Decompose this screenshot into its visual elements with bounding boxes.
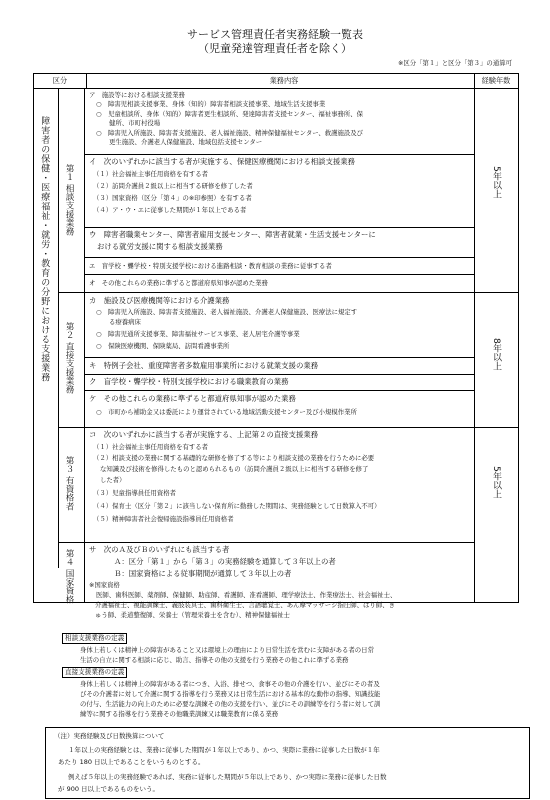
definition-text: 生活の自立に関する相談に応じ、助言、指導その他の支援を行う業務その他これに準ずる業務 (80, 656, 349, 664)
note-title: （注）実務経験及び日数換算について (54, 732, 165, 740)
note-box (45, 727, 530, 799)
item-sa-line: Ａ：区分「第１」から「第３」の実務経験を通算して３年以上の者 (114, 557, 336, 566)
item-sa-line: Ｂ：国家資格による従事期間が通算して３年以上の者 (114, 569, 292, 578)
definition-text: 練等に関する指導を行う業務その他職業訓練又は職業教育に係る業務 (80, 710, 279, 718)
years-2: 8年以上 (491, 337, 501, 371)
item-a: ア 施設等における相談支援業務 (89, 91, 185, 99)
row-divider (84, 274, 474, 275)
item-ki: キ 特例子会社、重度障害者多数雇用事業所における就業支援の業務 (89, 361, 319, 370)
item-ko-line: な知識及び技術を修得したものと認められるもの（訪問介護員２級以上に相当する研修を修了 (100, 465, 369, 473)
item-a-line: ○ 障害児入所施設、障害者支援施設、老人福祉施設、精神保健福祉センター、救護施設及び (96, 129, 364, 137)
item-ko-line: （１）社会福祉主事任用資格を有する者 (93, 443, 209, 451)
note-line: あたり 180 日以上であることをいうものとする。 (58, 758, 205, 766)
item-ko-line: （２）相談支援の業務に関する基礎的な研修を修了する等により相談支援の業務を行うために必要 (93, 454, 375, 462)
section-divider (58, 427, 518, 428)
divider (58, 88, 59, 568)
item-a-line: ○ 児童相談所、身体（知的）障害者更生相談所、発達障害者支援センター、福祉事務所、保 (96, 110, 364, 118)
category-3: 第３ 有資格者 (64, 456, 74, 511)
definition-text: びその介護者に対して介護に関する指導を行う業務又は日常生活における基本的な動作の指導、知識技能 (80, 690, 381, 698)
item-a-line: 健所、市町村役場 (109, 119, 161, 127)
row-divider (84, 390, 474, 391)
item-i-line: （３）国家資格（区分「第４」の※印参照）を有する者 (93, 194, 252, 202)
item-ko-line: （３）児童指導員任用資格者 (93, 489, 177, 497)
item-ko-line: した者） (100, 476, 126, 484)
item-sa-line: 介護福祉士、視能訓練士、義肢装具士、歯科衛生士、言語聴覚士、あん摩マッサージ指圧師、はり師、き (95, 601, 395, 609)
definition-text: 身体上若しくは精神上の障害があること又は環境上の理由により日常生活を営むに支障がある者の日常 (80, 646, 374, 654)
item-ko-line: （５）精神障害者社会復帰施設指導員任用資格者 (93, 515, 234, 523)
item-i-line: （４）ア・ウ・エに従事した期間が１年以上である者 (93, 206, 247, 214)
note-line: １年以上の実務経験とは、業務に従事した期間が１年以上であり、かつ、実際に業務に従事した日数が１年 (68, 746, 380, 754)
category-2: 第２ 直接支援業務 (64, 322, 74, 394)
note-line: 例えば５年以上の実務経験であれば、実務に従事した期間が５年以上であり、かつ実際に業務に従事した日数 (68, 773, 387, 781)
item-ke: ケ その他これらの業務に準ずると都道府県知事が認めた業務 (89, 394, 296, 403)
section-divider (58, 292, 518, 293)
item-a-line: ○ 障害児相談支援事業、身体（知的）障害者相談支援事業、地域生活支援事業 (96, 100, 326, 108)
item-e: エ 盲学校・聾学校・特別支援学校における進路相談・教育相談の業務に従事する者 (89, 262, 332, 270)
item-ko: コ 次のいずれかに該当する者が実施する、上記第２の直接支援業務 (89, 430, 319, 439)
row-divider (84, 257, 474, 258)
item-sa: サ 次のＡ及びＢのいずれにも該当する者 (89, 545, 230, 554)
item-ku: ク 盲学校・聾学校・特別支援学校における職業教育の業務 (89, 377, 289, 386)
item-o: オ その他これらの業務に準ずると都道府県知事が認めた業務 (89, 279, 268, 287)
top-note: ※区分「第１」と区分「第３」の通算可 (398, 59, 512, 67)
experience-table (33, 73, 519, 603)
item-sa-line: 医師、歯科医師、薬剤師、保健師、助産師、看護師、准看護師、理学療法士、作業療法士、社会福祉士、 (96, 591, 397, 599)
item-ko-line: （４）保育士（区分「第２」に該当しない保育所に勤務した期間は、実務経験として日数算入不可） (93, 502, 381, 510)
divider (86, 74, 87, 88)
definition-text: の付与、生活能力の向上のために必要な訓練その他の支援を行い、並びにその訓練等を行う者に対して訓 (80, 700, 381, 708)
row-divider (84, 357, 474, 358)
header-years: 経験年数 (481, 76, 511, 85)
section-divider (58, 542, 474, 543)
row-divider (84, 227, 474, 228)
item-i-line: （１）社会福祉主事任用資格を有する者 (93, 170, 209, 178)
side-label: 障害者の保健・医療福祉・就労・教育の分野における支援業務 (39, 116, 50, 382)
item-i: イ 次のいずれかに該当する者が実施する、保健医療機関における相談支援業務 (89, 157, 356, 166)
page-title: サービス管理責任者実務経験一覧表 (187, 28, 363, 41)
header-content: 業務内容 (269, 76, 299, 85)
item-ka-line: ○ 障害児入所施設、障害者支援施設、老人福祉施設、介護老人保健施設、医療法に規定す (96, 308, 358, 316)
table-header (34, 74, 518, 89)
item-ka: カ 施設及び医療機関等における介護業務 (89, 296, 230, 305)
category-1: 第１ 相談支援業務 (64, 164, 74, 236)
divider (84, 88, 85, 602)
item-ka-line: ○ 保険医療機関、保険薬局、訪問看護事業所 (96, 342, 230, 350)
row-divider (84, 154, 474, 155)
item-sa-line: ※国家資格 (89, 581, 120, 589)
page-subtitle: （児童発達管理責任者を除く） (198, 42, 352, 55)
category-4: 第４ 国家資格 (64, 549, 74, 604)
note-line: が 900 日以上であるものをいう。 (58, 785, 160, 793)
row-divider (84, 374, 474, 375)
item-a-line: 更生施設、介護老人保健施設、地域包括支援センター (109, 138, 263, 146)
item-sa-line: ゅう師、柔道整復師、栄養士（管理栄養士を含む）、精神保健福祉士 (95, 611, 290, 619)
definition-text: 身体上若しくは精神上の障害がある者につき、入浴、排せつ、食事その他の介護を行い、並びにその者及 (80, 680, 380, 688)
definition-label-consultation: 相談支援業務の定義 (62, 633, 127, 644)
item-u: ウ 障害者職業センター、障害者雇用支援センター、障害者就業・生活支援センターに (89, 230, 376, 239)
item-u-line: おける就労支援に関する相談支援業務 (97, 242, 223, 251)
years-3: 5年以上 (491, 465, 501, 499)
definition-label-direct: 直接支援業務の定義 (62, 667, 127, 678)
item-i-line: （２）訪問介護員２級以上に相当する研修を修了した者 (93, 182, 253, 190)
years-1: 5年以上 (491, 165, 501, 199)
item-ka-line: る療養病床 (109, 318, 141, 326)
item-ke-line: ○ 市町から補助金又は委託により運営されている地域活動支援センター及び小規模作業所 (96, 408, 357, 416)
item-ka-line: ○ 障害児通所支援事業、障害福祉サービス事業、老人居宅介護等事業 (96, 330, 300, 338)
header-category: 区分 (52, 76, 68, 85)
